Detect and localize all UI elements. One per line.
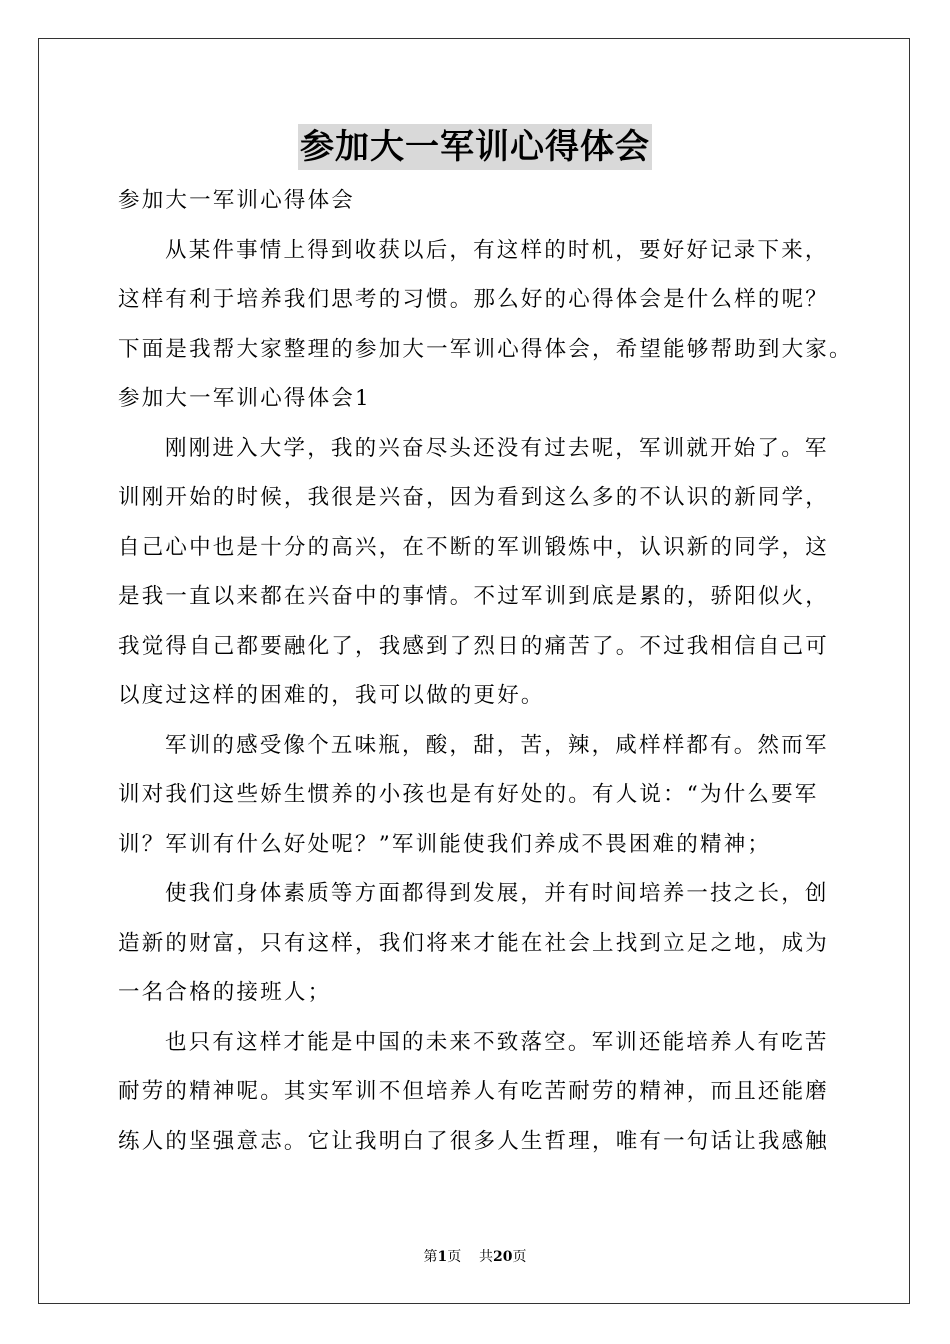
text-line: 我觉得自己都要融化了，我感到了烈日的痛苦了。不过我相信自己可	[118, 633, 830, 659]
footer-page-number: 1	[437, 1249, 448, 1265]
text-line: 下面是我帮大家整理的参加大一军训心得体会，希望能够帮助到大家。	[118, 336, 853, 362]
text-line: 是我一直以来都在兴奋中的事情。不过军训到底是累的，骄阳似火，	[118, 584, 830, 609]
text-line: 使我们身体素质等方面都得到发展，并有时间培养一技之长，创	[165, 881, 829, 906]
footer-total-prefix: 共	[479, 1249, 494, 1265]
text-line: 造新的财富，只有这样，我们将来才能在社会上找到立足之地，成为	[118, 930, 830, 956]
document-body	[118, 176, 853, 1166]
text-line: 从某件事情上得到收获以后，有这样的时机，要好好记录下来，	[165, 237, 829, 263]
footer-page-suffix: 页	[447, 1249, 462, 1265]
text-line: 耐劳的精神呢。其实军训不但培养人有吃苦耐劳的精神，而且还能磨	[118, 1079, 830, 1104]
text-line: 训刚开始的时候，我很是兴奋，因为看到这么多的不认识的新同学，	[118, 485, 830, 510]
text-line: 以度过这样的困难的，我可以做的更好。	[118, 683, 545, 708]
title-container	[0, 124, 950, 170]
footer-total-pages: 20	[493, 1249, 513, 1265]
text-line: 参加大一军训心得体会1	[118, 386, 371, 411]
text-line: 自己心中也是十分的高兴，在不断的军训锻炼中，认识新的同学，这	[118, 534, 830, 560]
text-line: 一名合格的接班人；	[118, 980, 332, 1005]
footer-page-prefix: 第	[423, 1249, 438, 1265]
text-line: 军训的感受像个五味瓶，酸，甜，苦，辣，咸样样都有。然而军	[165, 732, 829, 758]
text-line: 训对我们这些娇生惯养的小孩也是有好处的。有人说：“为什么要军	[118, 782, 819, 807]
page-footer	[0, 1246, 950, 1266]
text-line: 这样有利于培养我们思考的习惯。那么好的心得体会是什么样的呢？	[118, 287, 830, 312]
text-line: 刚刚进入大学，我的兴奋尽头还没有过去呢，军训就开始了。军	[165, 435, 829, 461]
text-line: 练人的坚强意志。它让我明白了很多人生哲理，唯有一句话让我感触	[118, 1128, 830, 1154]
text-line: 参加大一军训心得体会	[118, 188, 356, 213]
document-title: 参加大一军训心得体会	[298, 124, 652, 170]
footer-total-suffix: 页	[512, 1249, 527, 1265]
text-line: 训？军训有什么好处呢？”军训能使我们养成不畏困难的精神；	[118, 831, 772, 857]
text-line: 也只有这样才能是中国的未来不致落空。军训还能培养人有吃苦	[165, 1029, 829, 1055]
